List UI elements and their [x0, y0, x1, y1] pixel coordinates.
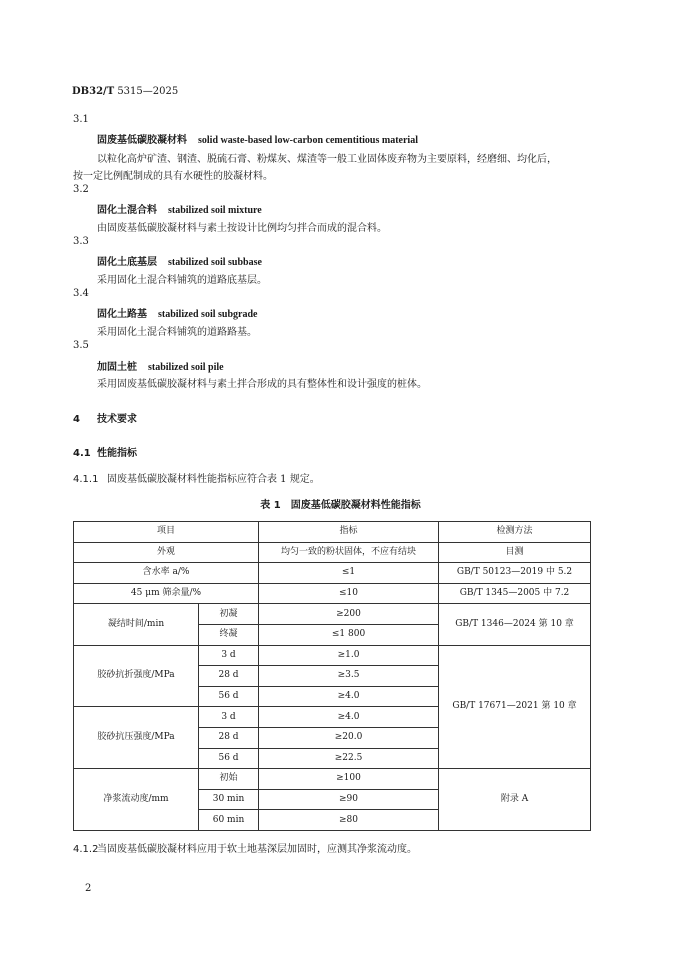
term-definition: 以粒化高炉矿渣、钢渣、脱硫石膏、粉煤灰、煤渣等一般工业固体废弃物为主要原料，经磨细、均化后， [97, 154, 557, 165]
term-title [97, 201, 262, 216]
page-number: 2 [85, 883, 92, 894]
cell-index: ≤1 [259, 563, 439, 584]
term-zh: 固化土混合料 [97, 205, 157, 216]
cell-index: ≥22.5 [259, 748, 439, 769]
cell-item: 45 μm 筛余量/% [74, 583, 259, 604]
table-header-row [74, 522, 591, 543]
clause-text: 固废基低碳胶凝材料性能指标应符合表 1 规定。 [107, 474, 320, 485]
cell-index: ≤10 [259, 583, 439, 604]
header-method: 检测方法 [439, 522, 591, 543]
cell-index: ≥90 [259, 789, 439, 810]
term-zh: 加固土桩 [97, 362, 137, 373]
cell-subitem: 初始 [199, 769, 259, 790]
cell-subitem: 28 d [199, 666, 259, 687]
table-row [74, 604, 591, 625]
clause-4-1-1 [73, 470, 320, 485]
cell-index: ≥100 [259, 769, 439, 790]
cell-index: 均匀一致的粉状固体，不应有结块 [259, 542, 439, 563]
term-number: 3.3 [73, 236, 89, 247]
cell-subitem: 60 min [199, 810, 259, 831]
code-prefix: DB32/T [72, 86, 115, 97]
clause-number: 4.1.2 [73, 844, 99, 855]
header-item: 项目 [74, 522, 259, 543]
term-definition: 采用固化土混合料铺筑的道路路基。 [97, 327, 257, 338]
term-en: stabilized soil mixture [168, 205, 262, 216]
term-title [97, 305, 257, 320]
cell-method: 附录 A [439, 769, 591, 831]
clause-4-1-2 [73, 840, 417, 855]
cell-subitem: 初凝 [199, 604, 259, 625]
cell-index: ≥3.5 [259, 666, 439, 687]
cell-index: ≥4.0 [259, 686, 439, 707]
cell-subitem: 56 d [199, 686, 259, 707]
cell-index: ≥20.0 [259, 727, 439, 748]
table-row [74, 583, 591, 604]
section-4-heading [73, 410, 137, 425]
cell-method: GB/T 1346—2024 第 10 章 [439, 604, 591, 645]
cell-index: ≥4.0 [259, 707, 439, 728]
term-en: stabilized soil pile [148, 362, 224, 373]
header-index: 指标 [259, 522, 439, 543]
cell-item: 胶砂抗折强度/MPa [74, 645, 199, 707]
section-number: 4.1 [73, 448, 91, 459]
section-title: 技术要求 [97, 414, 137, 425]
document-code [72, 86, 178, 97]
table-row [74, 563, 591, 584]
cell-item: 胶砂抗压强度/MPa [74, 707, 199, 769]
term-en: solid waste-based low-carbon cementitious material [198, 135, 418, 146]
code-number: 5315—2025 [114, 86, 179, 97]
term-definition: 由固废基低碳胶凝材料与素土按设计比例均匀拌合而成的混合料。 [97, 223, 387, 234]
cell-index: ≥1.0 [259, 645, 439, 666]
term-number: 3.5 [73, 340, 89, 351]
table-caption: 表 1 固废基低碳胶凝材料性能指标 [260, 500, 421, 511]
cell-item: 外观 [74, 542, 259, 563]
cell-subitem: 3 d [199, 645, 259, 666]
cell-method: 目测 [439, 542, 591, 563]
table-row [74, 542, 591, 563]
cell-item: 凝结时间/min [74, 604, 199, 645]
cell-method: GB/T 1345—2005 中 7.2 [439, 583, 591, 604]
term-title [97, 131, 418, 146]
term-zh: 固化土底基层 [97, 257, 157, 268]
term-en: stabilized soil subbase [168, 257, 262, 268]
cell-method: GB/T 50123—2019 中 5.2 [439, 563, 591, 584]
cell-index: ≥200 [259, 604, 439, 625]
table-row [74, 645, 591, 666]
term-en: stabilized soil subgrade [158, 309, 258, 320]
section-title: 性能指标 [97, 448, 137, 459]
cell-subitem: 30 min [199, 789, 259, 810]
cell-method: GB/T 17671—2021 第 10 章 [439, 645, 591, 769]
term-zh: 固废基低碳胶凝材料 [97, 135, 187, 146]
term-number: 3.4 [73, 288, 89, 299]
term-definition-cont: 按一定比例配制成的具有水硬性的胶凝材料。 [73, 171, 273, 182]
cell-index: ≥80 [259, 810, 439, 831]
cell-subitem: 56 d [199, 748, 259, 769]
term-zh: 固化土路基 [97, 309, 147, 320]
term-definition: 采用固废基低碳胶凝材料与素土拌合形成的具有整体性和设计强度的桩体。 [97, 379, 427, 390]
clause-number: 4.1.1 [73, 474, 99, 485]
clause-text: 当固废基低碳胶凝材料应用于软土地基深层加固时，应测其净浆流动度。 [97, 844, 417, 855]
section-number: 4 [73, 414, 80, 425]
cell-subitem: 终凝 [199, 624, 259, 645]
term-number: 3.1 [73, 114, 89, 125]
cell-index: ≤1 800 [259, 624, 439, 645]
term-title [97, 253, 262, 268]
table-row [74, 769, 591, 790]
term-number: 3.2 [73, 184, 89, 195]
cell-subitem: 3 d [199, 707, 259, 728]
cell-item: 净浆流动度/mm [74, 769, 199, 831]
term-title [97, 358, 224, 373]
section-4-1-heading [73, 444, 137, 459]
performance-table [73, 521, 591, 831]
cell-subitem: 28 d [199, 727, 259, 748]
term-definition: 采用固化土混合料铺筑的道路底基层。 [97, 275, 267, 286]
cell-item: 含水率 a/% [74, 563, 259, 584]
